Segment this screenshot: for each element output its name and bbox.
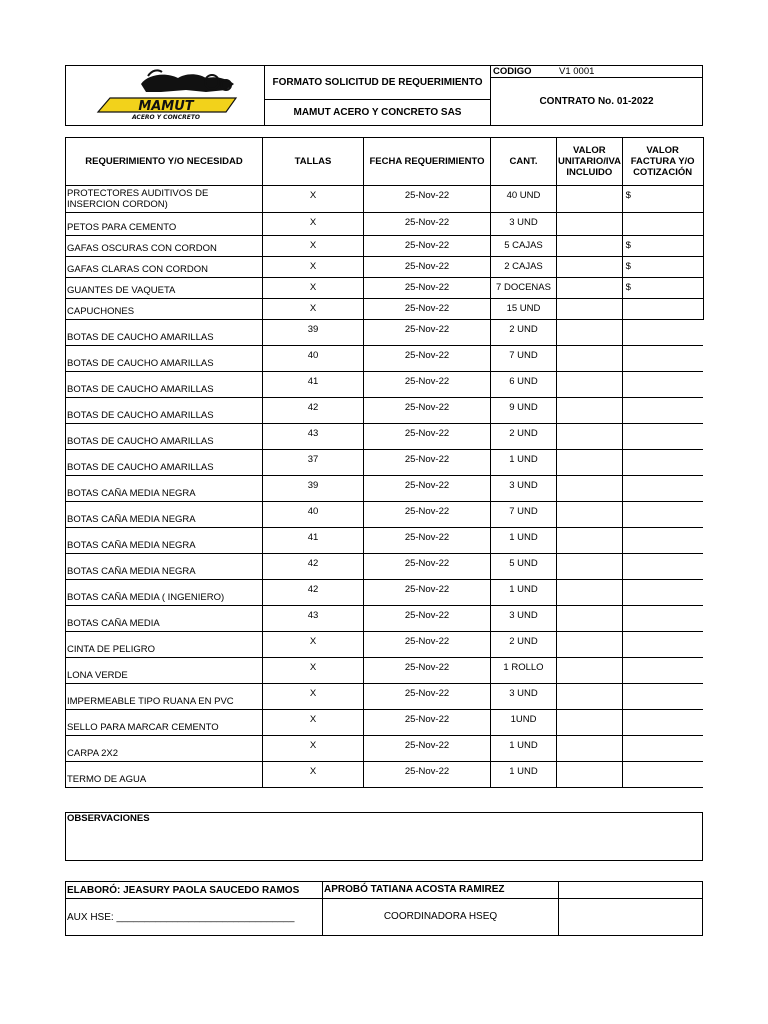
item-description: BOTAS CAÑA MEDIA ( INGENIERO): [66, 580, 263, 606]
table-row: [66, 213, 704, 236]
item-talla: 39: [263, 476, 364, 502]
item-valor-unitario: [557, 320, 623, 346]
item-talla: X: [263, 710, 364, 736]
item-valor-unitario: [557, 476, 623, 502]
item-valor-factura: [622, 606, 703, 632]
item-fecha: 25-Nov-22: [364, 186, 491, 213]
item-talla: 41: [263, 372, 364, 398]
item-cantidad: 5 UND: [491, 554, 557, 580]
item-valor-factura: $: [622, 278, 703, 299]
item-valor-unitario: [557, 372, 623, 398]
company-name: MAMUT ACERO Y CONCRETO SAS: [293, 107, 462, 118]
item-cantidad: 1 UND: [491, 580, 557, 606]
item-cantidad: 2 UND: [491, 632, 557, 658]
table-row: [66, 257, 704, 278]
table-row: [66, 736, 704, 762]
item-fecha: 25-Nov-22: [364, 658, 491, 684]
item-fecha: 25-Nov-22: [364, 476, 491, 502]
item-cantidad: 2 CAJAS: [491, 257, 557, 278]
item-description: IMPERMEABLE TIPO RUANA EN PVC: [66, 684, 263, 710]
item-valor-factura: [622, 658, 703, 684]
item-valor-unitario: [557, 528, 623, 554]
observaciones-box: [65, 812, 703, 861]
observaciones-label: OBSERVACIONES: [67, 813, 150, 824]
item-description: GAFAS CLARAS CON CORDON: [66, 257, 263, 278]
item-cantidad: 1 UND: [491, 450, 557, 476]
item-talla: 42: [263, 580, 364, 606]
item-description: GUANTES DE VAQUETA: [66, 278, 263, 299]
contrato-number: CONTRATO No. 01-2022: [539, 96, 654, 107]
item-valor-unitario: [557, 580, 623, 606]
item-fecha: 25-Nov-22: [364, 710, 491, 736]
item-cantidad: 7 DOCENAS: [491, 278, 557, 299]
item-cantidad: 9 UND: [491, 398, 557, 424]
table-row: [66, 236, 704, 257]
item-cantidad: 3 UND: [491, 476, 557, 502]
item-valor-factura: [622, 476, 703, 502]
item-valor-factura: [622, 450, 703, 476]
item-talla: X: [263, 236, 364, 257]
table-row: [66, 398, 704, 424]
table-row: [66, 632, 704, 658]
item-fecha: 25-Nov-22: [364, 502, 491, 528]
item-valor-unitario: [557, 632, 623, 658]
item-valor-unitario: [557, 684, 623, 710]
item-valor-unitario: [557, 710, 623, 736]
item-valor-unitario: [557, 257, 623, 278]
col-header-fecha: FECHA REQUERIMIENTO: [364, 138, 491, 186]
table-body: [66, 186, 704, 788]
item-talla: 42: [263, 398, 364, 424]
table-row: [66, 502, 704, 528]
item-talla: 42: [263, 554, 364, 580]
logo-box: [65, 65, 265, 126]
item-description: BOTAS CAÑA MEDIA NEGRA: [66, 502, 263, 528]
item-valor-factura: [622, 299, 703, 320]
item-fecha: 25-Nov-22: [364, 450, 491, 476]
item-description: CARPA 2X2: [66, 736, 263, 762]
item-cantidad: 5 CAJAS: [491, 236, 557, 257]
item-description: BOTAS CAÑA MEDIA: [66, 606, 263, 632]
item-talla: 41: [263, 528, 364, 554]
table-row: [66, 554, 704, 580]
item-description: BOTAS DE CAUCHO AMARILLAS: [66, 424, 263, 450]
aux-hse-label: AUX HSE: ________________________________: [67, 912, 295, 923]
item-valor-factura: $: [622, 186, 703, 213]
item-fecha: 25-Nov-22: [364, 424, 491, 450]
item-talla: X: [263, 762, 364, 788]
item-talla: 43: [263, 606, 364, 632]
mamut-logo-icon: [66, 66, 264, 125]
item-cantidad: 6 UND: [491, 372, 557, 398]
item-cantidad: 3 UND: [491, 684, 557, 710]
item-valor-factura: [622, 632, 703, 658]
col-header-valor-factura: VALOR FACTURA Y/O COTIZACIÓN: [622, 138, 703, 186]
table-row: [66, 658, 704, 684]
table-row: [66, 424, 704, 450]
item-description: TERMO DE AGUA: [66, 762, 263, 788]
item-fecha: 25-Nov-22: [364, 554, 491, 580]
col-header-requerimiento: REQUERIMIENTO Y/O NECESIDAD: [66, 138, 263, 186]
item-description: BOTAS DE CAUCHO AMARILLAS: [66, 398, 263, 424]
item-valor-unitario: [557, 762, 623, 788]
item-description: BOTAS DE CAUCHO AMARILLAS: [66, 450, 263, 476]
item-fecha: 25-Nov-22: [364, 684, 491, 710]
table-row: [66, 580, 704, 606]
form-title: FORMATO SOLICITUD DE REQUERIMIENTO: [272, 77, 483, 88]
item-talla: X: [263, 278, 364, 299]
item-valor-unitario: [557, 346, 623, 372]
item-valor-unitario: [557, 658, 623, 684]
item-cantidad: 3 UND: [491, 606, 557, 632]
table-row: [66, 372, 704, 398]
item-valor-factura: [622, 398, 703, 424]
item-cantidad: 15 UND: [491, 299, 557, 320]
table-row: [66, 710, 704, 736]
item-description: CINTA DE PELIGRO: [66, 632, 263, 658]
item-valor-factura: [622, 424, 703, 450]
item-fecha: 25-Nov-22: [364, 278, 491, 299]
item-fecha: 25-Nov-22: [364, 762, 491, 788]
item-talla: X: [263, 257, 364, 278]
table-row: [66, 476, 704, 502]
item-valor-factura: [622, 528, 703, 554]
item-valor-factura: [622, 736, 703, 762]
item-description: GAFAS OSCURAS CON CORDON: [66, 236, 263, 257]
item-talla: X: [263, 684, 364, 710]
table-row: [66, 606, 704, 632]
aprobo-label: APROBÓ TATIANA ACOSTA RAMIREZ: [324, 884, 505, 895]
item-talla: 40: [263, 502, 364, 528]
item-valor-factura: $: [622, 257, 703, 278]
coordinadora-label: COORDINADORA HSEQ: [383, 911, 498, 922]
item-valor-factura: [622, 372, 703, 398]
item-cantidad: 7 UND: [491, 346, 557, 372]
item-cantidad: 2 UND: [491, 424, 557, 450]
item-valor-unitario: [557, 278, 623, 299]
item-fecha: 25-Nov-22: [364, 372, 491, 398]
item-valor-unitario: [557, 186, 623, 213]
item-fecha: 25-Nov-22: [364, 236, 491, 257]
item-valor-factura: [622, 502, 703, 528]
item-description: BOTAS DE CAUCHO AMARILLAS: [66, 372, 263, 398]
item-talla: 43: [263, 424, 364, 450]
table-row: [66, 299, 704, 320]
table-row: [66, 450, 704, 476]
item-description: CAPUCHONES: [66, 299, 263, 320]
item-talla: X: [263, 736, 364, 762]
item-valor-unitario: [557, 450, 623, 476]
item-cantidad: 1UND: [491, 710, 557, 736]
elaboro-label: ELABORÓ: JEASURY PAOLA SAUCEDO RAMOS: [67, 885, 300, 896]
item-valor-unitario: [557, 736, 623, 762]
item-talla: 39: [263, 320, 364, 346]
logo-text: MAMUT: [138, 99, 194, 114]
logo-subtext: ACERO Y CONCRETO: [131, 114, 201, 121]
item-valor-factura: [622, 580, 703, 606]
firmas-box: [65, 881, 703, 936]
col-header-cant: CANT.: [491, 138, 557, 186]
table-row: [66, 684, 704, 710]
item-description: PROTECTORES AUDITIVOS DE INSERCION CORDON): [66, 186, 263, 213]
item-valor-unitario: [557, 424, 623, 450]
col-header-tallas: TALLAS: [263, 138, 364, 186]
requirements-table: [65, 137, 704, 788]
item-cantidad: 2 UND: [491, 320, 557, 346]
item-fecha: 25-Nov-22: [364, 606, 491, 632]
item-valor-unitario: [557, 236, 623, 257]
item-description: BOTAS CAÑA MEDIA NEGRA: [66, 528, 263, 554]
item-talla: 40: [263, 346, 364, 372]
item-valor-unitario: [557, 299, 623, 320]
item-description: BOTAS CAÑA MEDIA NEGRA: [66, 476, 263, 502]
item-cantidad: 1 UND: [491, 762, 557, 788]
item-fecha: 25-Nov-22: [364, 320, 491, 346]
item-valor-unitario: [557, 398, 623, 424]
header-title-cell: [264, 65, 491, 100]
codigo-value: V1 0001: [559, 66, 595, 77]
table-header-row: [66, 138, 704, 186]
item-fecha: 25-Nov-22: [364, 528, 491, 554]
item-valor-unitario: [557, 213, 623, 236]
codigo-label: CODIGO: [493, 66, 532, 77]
item-description: BOTAS DE CAUCHO AMARILLAS: [66, 346, 263, 372]
item-cantidad: 1 UND: [491, 736, 557, 762]
item-valor-factura: [622, 554, 703, 580]
item-fecha: 25-Nov-22: [364, 299, 491, 320]
item-fecha: 25-Nov-22: [364, 632, 491, 658]
item-description: SELLO PARA MARCAR CEMENTO: [66, 710, 263, 736]
table-row: [66, 762, 704, 788]
item-fecha: 25-Nov-22: [364, 213, 491, 236]
item-fecha: 25-Nov-22: [364, 346, 491, 372]
item-valor-factura: [622, 320, 703, 346]
item-description: BOTAS DE CAUCHO AMARILLAS: [66, 320, 263, 346]
item-talla: X: [263, 299, 364, 320]
item-cantidad: 1 ROLLO: [491, 658, 557, 684]
item-cantidad: 40 UND: [491, 186, 557, 213]
item-talla: X: [263, 632, 364, 658]
item-valor-factura: [622, 346, 703, 372]
item-description: PETOS PARA CEMENTO: [66, 213, 263, 236]
item-talla: X: [263, 213, 364, 236]
table-row: [66, 320, 704, 346]
item-talla: X: [263, 658, 364, 684]
item-valor-unitario: [557, 554, 623, 580]
item-fecha: 25-Nov-22: [364, 257, 491, 278]
col-header-valor-unitario: VALOR UNITARIO/IVA INCLUIDO: [557, 138, 623, 186]
item-fecha: 25-Nov-22: [364, 736, 491, 762]
item-talla: X: [263, 186, 364, 213]
item-cantidad: 7 UND: [491, 502, 557, 528]
header-company-cell: [264, 99, 491, 126]
item-valor-factura: [622, 710, 703, 736]
item-valor-factura: $: [622, 236, 703, 257]
item-description: LONA VERDE: [66, 658, 263, 684]
item-talla: 37: [263, 450, 364, 476]
item-valor-unitario: [557, 502, 623, 528]
item-valor-factura: [622, 684, 703, 710]
table-row: [66, 186, 704, 213]
item-valor-factura: [622, 762, 703, 788]
item-fecha: 25-Nov-22: [364, 398, 491, 424]
item-valor-factura: [622, 213, 703, 236]
table-row: [66, 278, 704, 299]
table-row: [66, 528, 704, 554]
item-fecha: 25-Nov-22: [364, 580, 491, 606]
item-cantidad: 3 UND: [491, 213, 557, 236]
table-row: [66, 346, 704, 372]
item-valor-unitario: [557, 606, 623, 632]
header-contrato-cell: [490, 77, 703, 126]
item-cantidad: 1 UND: [491, 528, 557, 554]
item-description: BOTAS CAÑA MEDIA NEGRA: [66, 554, 263, 580]
